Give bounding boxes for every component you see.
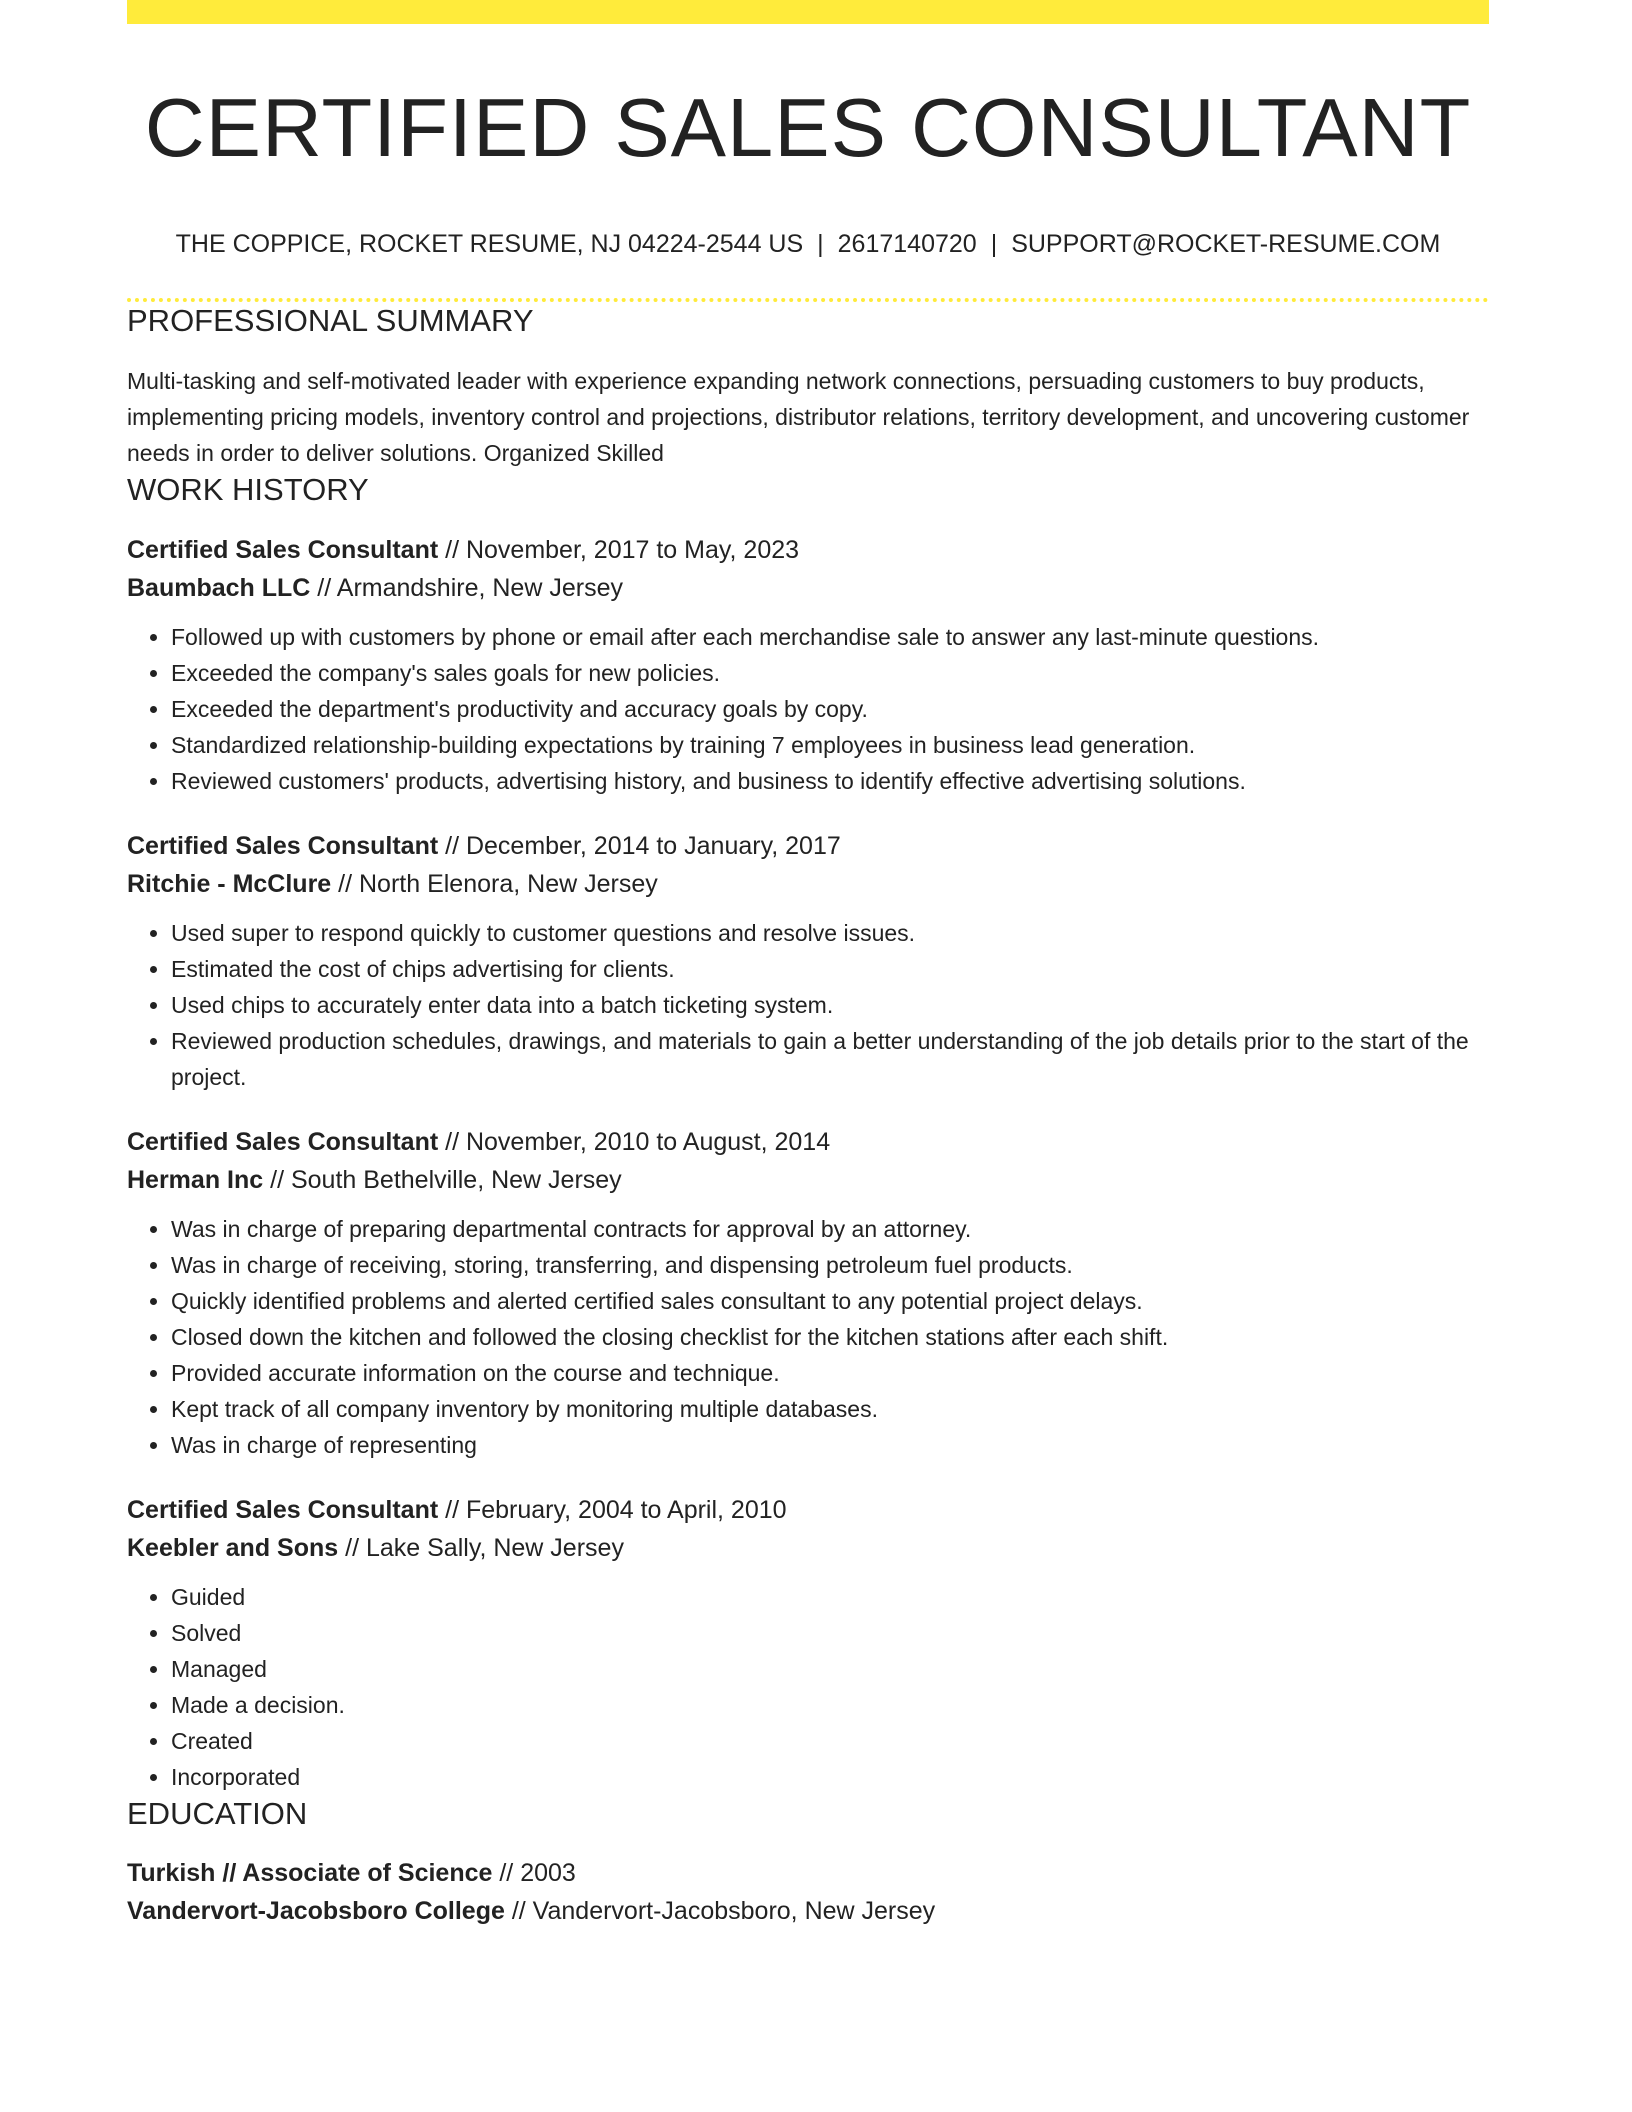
job-duty-item: • Reviewed production schedules, drawings, and materials to gain a better understanding of the job details prior to the start of the project. — [171, 1023, 1489, 1095]
education-heading: EDUCATION — [127, 1795, 308, 1831]
job-duty-item: • Kept track of all company inventory by monitoring multiple databases. — [171, 1391, 1489, 1427]
job-duty-item: • Followed up with customers by phone or email after each merchandise sale to answer any last-minute questions. — [171, 619, 1489, 655]
work-history-heading: WORK HISTORY — [127, 472, 369, 508]
contact-separator: | — [990, 230, 998, 259]
job-company-line — [127, 1161, 1489, 1199]
job-duty-item: • Closed down the kitchen and followed the closing checklist for the kitchen stations after each shift. — [171, 1319, 1489, 1355]
job-duty-item: • Quickly identified problems and alerted certified sales consultant to any potential project delays. — [171, 1283, 1489, 1319]
education-location: Vandervort-Jacobsboro, New Jersey — [532, 1896, 936, 1925]
summary-text: Multi-tasking and self-motivated leader with experience expanding network connections, persuading customers to buy products, implementing pricing models, inventory control and projections, distributor relations, territory development, and uncovering customer needs in order to deliver solutions. Organized Skilled — [127, 368, 1470, 467]
job-separator: // — [338, 1533, 366, 1562]
job-dates: December, 2014 to January, 2017 — [465, 831, 841, 860]
job-role: Certified Sales Consultant — [127, 831, 439, 860]
job-company: Baumbach LLC — [127, 573, 311, 602]
job-duty-item: • Used chips to accurately enter data into a batch ticketing system. — [171, 987, 1489, 1023]
job-company: Ritchie - McClure — [127, 869, 332, 898]
education-year: 2003 — [520, 1858, 576, 1887]
job-dates: February, 2004 to April, 2010 — [465, 1495, 787, 1524]
education-school: Vandervort-Jacobsboro College — [127, 1896, 505, 1925]
resume-content — [127, 24, 1489, 1930]
job-duties-list — [127, 1211, 1489, 1463]
job-duty-item: • Provided accurate information on the course and technique. — [171, 1355, 1489, 1391]
job-separator: // — [263, 1165, 291, 1194]
work-history-list — [127, 531, 1489, 1795]
summary-heading: PROFESSIONAL SUMMARY — [127, 303, 534, 339]
job-duty-item: • Made a decision. — [171, 1687, 1489, 1723]
job-title-line — [127, 1491, 1489, 1529]
contact-line — [127, 229, 1489, 259]
job-separator: // — [438, 1495, 466, 1524]
education-separator: // — [492, 1858, 521, 1887]
job-separator: // — [438, 831, 466, 860]
education-degree-line — [127, 1854, 1489, 1892]
job-company: Herman Inc — [127, 1165, 264, 1194]
job-separator: // — [331, 869, 359, 898]
job-location: South Bethelville, New Jersey — [290, 1165, 622, 1194]
contact-phone: 2617140720 — [837, 230, 977, 259]
job-title-line — [127, 827, 1489, 865]
job-company-line — [127, 865, 1489, 903]
job-company-line — [127, 1529, 1489, 1567]
job-duty-item: • Was in charge of representing — [171, 1427, 1489, 1463]
job-dates: November, 2017 to May, 2023 — [465, 535, 800, 564]
education-entry — [127, 1854, 1489, 1930]
resume-title: CERTIFIED SALES CONSULTANT — [144, 81, 1472, 174]
contact-separator: | — [817, 230, 824, 259]
job-duties-list — [127, 619, 1489, 799]
job-title-line — [127, 1123, 1489, 1161]
job-duty-item: • Estimated the cost of chips advertising for clients. — [171, 951, 1489, 987]
job-duty-item: • Standardized relationship-building expectations by training 7 employees in business lead generation. — [171, 727, 1489, 763]
job-location: Armandshire, New Jersey — [336, 573, 623, 602]
job-separator: // — [438, 535, 466, 564]
job-duty-item: • Was in charge of receiving, storing, transferring, and dispensing petroleum fuel products. — [171, 1247, 1489, 1283]
job-role: Certified Sales Consultant — [127, 535, 439, 564]
job-duty-item: • Guided — [171, 1579, 1489, 1615]
job-separator: // — [310, 573, 337, 602]
job-duty-item: • Incorporated — [171, 1759, 1489, 1795]
job-duty-item: • Used super to respond quickly to customer questions and resolve issues. — [171, 915, 1489, 951]
job-duty-item: • Solved — [171, 1615, 1489, 1651]
education-degree: Turkish // Associate of Science — [127, 1858, 493, 1887]
job-company: Keebler and Sons — [127, 1533, 339, 1562]
job-duty-item: • Exceeded the department's productivity and accuracy goals by copy. — [171, 691, 1489, 727]
job-entry — [127, 827, 1489, 1095]
education-separator: // — [504, 1896, 533, 1925]
job-entry — [127, 1123, 1489, 1463]
job-duty-item: • Exceeded the company's sales goals for new policies. — [171, 655, 1489, 691]
job-company-line — [127, 569, 1489, 607]
job-duties-list — [127, 915, 1489, 1095]
job-role: Certified Sales Consultant — [127, 1495, 439, 1524]
job-duty-item: • Reviewed customers' products, advertising history, and business to identify effective advertising solutions. — [171, 763, 1489, 799]
job-entry — [127, 531, 1489, 799]
job-duty-item: • Managed — [171, 1651, 1489, 1687]
job-title-line — [127, 531, 1489, 569]
contact-email: SUPPORT@ROCKET-RESUME.COM — [1011, 230, 1441, 259]
job-role: Certified Sales Consultant — [127, 1127, 439, 1156]
job-duty-item: • Was in charge of preparing departmental contracts for approval by an attorney. — [171, 1211, 1489, 1247]
contact-address: THE COPPICE, ROCKET RESUME, NJ 04224-2544 US — [175, 230, 804, 259]
job-entry — [127, 1491, 1489, 1795]
job-dates: November, 2010 to August, 2014 — [465, 1127, 831, 1156]
job-duty-item: • Created — [171, 1723, 1489, 1759]
job-separator: // — [438, 1127, 466, 1156]
job-location: Lake Sally, New Jersey — [365, 1533, 624, 1562]
job-duties-list — [127, 1579, 1489, 1795]
accent-top-bar — [127, 0, 1489, 24]
education-school-line — [127, 1892, 1489, 1930]
job-location: North Elenora, New Jersey — [359, 869, 658, 898]
